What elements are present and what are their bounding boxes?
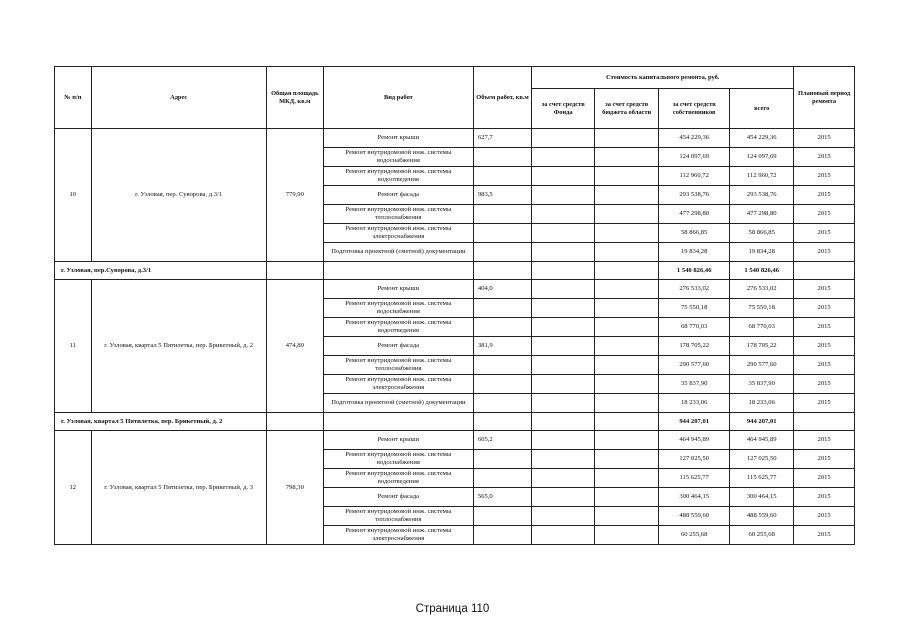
region-cell	[595, 356, 659, 375]
summary-area	[266, 262, 323, 280]
summary-address: г. Узловая, квартал 5 Пятилетка, пер. Брикетный, д. 2	[55, 413, 267, 431]
period-cell: 2015	[794, 431, 855, 450]
owners-cell: 276 533,02	[659, 280, 730, 299]
owners-cell: 112 960,72	[659, 167, 730, 186]
work-type-cell: Ремонт внутридомовой инж. системы электроснабжения	[323, 526, 473, 545]
row-address: г. Узловая, пер. Суворова, д.3/1	[91, 129, 266, 262]
fund-cell	[532, 488, 595, 507]
volume-cell: 605,2	[473, 431, 531, 450]
total-cell: 75 550,18	[730, 299, 794, 318]
work-type-cell: Ремонт крыши	[323, 280, 473, 299]
period-cell: 2015	[794, 205, 855, 224]
period-cell: 2015	[794, 450, 855, 469]
row-number: 11	[55, 280, 92, 413]
work-type-cell: Ремонт внутридомовой инж. системы электроснабжения	[323, 224, 473, 243]
work-type-cell: Ремонт внутридомовой инж. системы водоотведения	[323, 167, 473, 186]
volume-cell	[473, 224, 531, 243]
total-cell: 124 097,69	[730, 148, 794, 167]
fund-cell	[532, 394, 595, 413]
fund-cell	[532, 356, 595, 375]
work-type-cell: Ремонт внутридомовой инж. системы теплоснабжения	[323, 205, 473, 224]
summary-owners: 944 207,01	[659, 413, 730, 431]
region-cell	[595, 167, 659, 186]
period-cell: 2015	[794, 375, 855, 394]
work-type-cell: Ремонт внутридомовой инж. системы водоснабжения	[323, 299, 473, 318]
fund-cell	[532, 469, 595, 488]
summary-region	[595, 262, 659, 280]
row-area: 474,80	[266, 280, 323, 413]
header-address: Адрес	[91, 67, 266, 129]
document-sheet	[54, 66, 855, 545]
header-area: Общая площадь МКД, кв.м	[266, 67, 323, 129]
volume-cell: 565,0	[473, 488, 531, 507]
period-cell: 2015	[794, 394, 855, 413]
owners-cell: 19 834,28	[659, 243, 730, 262]
work-type-cell: Ремонт внутридомовой инж. системы теплоснабжения	[323, 356, 473, 375]
owners-cell: 124 097,69	[659, 148, 730, 167]
summary-address: г. Узловая, пер.Суворова, д.3/1	[55, 262, 267, 280]
fund-cell	[532, 205, 595, 224]
period-cell: 2015	[794, 167, 855, 186]
volume-cell	[473, 469, 531, 488]
work-type-cell: Ремонт внутридомовой инж. системы теплоснабжения	[323, 507, 473, 526]
row-number: 12	[55, 431, 92, 545]
region-cell	[595, 129, 659, 148]
period-cell: 2015	[794, 318, 855, 337]
header-volume: Объем работ, кв.м	[473, 67, 531, 129]
volume-cell: 627,7	[473, 129, 531, 148]
period-cell: 2015	[794, 243, 855, 262]
owners-cell: 300 464,15	[659, 488, 730, 507]
volume-cell: 983,5	[473, 186, 531, 205]
volume-cell	[473, 526, 531, 545]
owners-cell: 464 945,89	[659, 431, 730, 450]
owners-cell: 488 559,60	[659, 507, 730, 526]
owners-cell: 75 550,18	[659, 299, 730, 318]
period-cell: 2015	[794, 488, 855, 507]
header-work-type: Вид работ	[323, 67, 473, 129]
total-cell: 112 960,72	[730, 167, 794, 186]
fund-cell	[532, 318, 595, 337]
region-cell	[595, 243, 659, 262]
row-number: 10	[55, 129, 92, 262]
row-address: г. Узловая, квартал 5 Пятилетка, пер. Брикетный, д. 3	[91, 431, 266, 545]
work-type-cell: Ремонт внутридомовой инж. системы водоотведения	[323, 469, 473, 488]
summary-owners: 1 540 826,46	[659, 262, 730, 280]
region-cell	[595, 488, 659, 507]
summary-row	[55, 262, 855, 280]
capital-repair-table	[54, 66, 855, 545]
owners-cell: 454 229,36	[659, 129, 730, 148]
fund-cell	[532, 243, 595, 262]
total-cell: 115 625,77	[730, 469, 794, 488]
total-cell: 454 229,36	[730, 129, 794, 148]
summary-volume	[473, 262, 531, 280]
volume-cell: 381,9	[473, 337, 531, 356]
fund-cell	[532, 337, 595, 356]
period-cell: 2015	[794, 224, 855, 243]
work-type-cell: Ремонт крыши	[323, 431, 473, 450]
owners-cell: 115 625,77	[659, 469, 730, 488]
fund-cell	[532, 526, 595, 545]
header-period: Плановый период ремонта	[794, 67, 855, 129]
region-cell	[595, 148, 659, 167]
fund-cell	[532, 375, 595, 394]
period-cell: 2015	[794, 148, 855, 167]
row-area: 798,30	[266, 431, 323, 545]
period-cell: 2015	[794, 280, 855, 299]
summary-volume	[473, 413, 531, 431]
owners-cell: 58 866,85	[659, 224, 730, 243]
table-body	[55, 129, 855, 545]
summary-total: 1 540 826,46	[730, 262, 794, 280]
summary-area	[266, 413, 323, 431]
region-cell	[595, 375, 659, 394]
region-cell	[595, 337, 659, 356]
total-cell: 178 705,22	[730, 337, 794, 356]
volume-cell	[473, 394, 531, 413]
period-cell: 2015	[794, 299, 855, 318]
owners-cell: 477 298,80	[659, 205, 730, 224]
fund-cell	[532, 167, 595, 186]
summary-total: 944 207,01	[730, 413, 794, 431]
fund-cell	[532, 129, 595, 148]
volume-cell	[473, 356, 531, 375]
work-type-cell: Ремонт внутридомовой инж. системы электроснабжения	[323, 375, 473, 394]
row-area: 779,90	[266, 129, 323, 262]
total-cell: 58 866,85	[730, 224, 794, 243]
fund-cell	[532, 431, 595, 450]
summary-work	[323, 413, 473, 431]
owners-cell: 60 255,68	[659, 526, 730, 545]
work-type-cell: Подготовка проектной (сметной) документации	[323, 394, 473, 413]
region-cell	[595, 394, 659, 413]
owners-cell: 127 025,50	[659, 450, 730, 469]
volume-cell	[473, 167, 531, 186]
summary-period	[794, 262, 855, 280]
total-cell: 300 464,15	[730, 488, 794, 507]
summary-fund	[532, 262, 595, 280]
summary-period	[794, 413, 855, 431]
volume-cell	[473, 450, 531, 469]
table-row	[55, 431, 855, 450]
fund-cell	[532, 507, 595, 526]
region-cell	[595, 469, 659, 488]
work-type-cell: Ремонт внутридомовой инж. системы водоснабжения	[323, 450, 473, 469]
total-cell: 488 559,60	[730, 507, 794, 526]
volume-cell	[473, 243, 531, 262]
fund-cell	[532, 148, 595, 167]
total-cell: 18 233,06	[730, 394, 794, 413]
work-type-cell: Подготовка проектной (сметной) документации	[323, 243, 473, 262]
summary-work	[323, 262, 473, 280]
header-region: за счет средств бюджета области	[595, 89, 659, 129]
total-cell: 477 298,80	[730, 205, 794, 224]
owners-cell: 293 538,76	[659, 186, 730, 205]
region-cell	[595, 280, 659, 299]
owners-cell: 290 577,60	[659, 356, 730, 375]
total-cell: 290 577,60	[730, 356, 794, 375]
total-cell: 19 834,28	[730, 243, 794, 262]
header-owners: за счет средств собственников	[659, 89, 730, 129]
owners-cell: 68 770,03	[659, 318, 730, 337]
work-type-cell: Ремонт фасада	[323, 337, 473, 356]
volume-cell	[473, 299, 531, 318]
header-cost-group: Стоимость капитального ремонта, руб.	[532, 67, 794, 89]
work-type-cell: Ремонт фасада	[323, 488, 473, 507]
region-cell	[595, 507, 659, 526]
region-cell	[595, 318, 659, 337]
summary-fund	[532, 413, 595, 431]
fund-cell	[532, 224, 595, 243]
total-cell: 68 770,03	[730, 318, 794, 337]
summary-row	[55, 413, 855, 431]
volume-cell	[473, 318, 531, 337]
region-cell	[595, 431, 659, 450]
total-cell: 127 025,50	[730, 450, 794, 469]
work-type-cell: Ремонт внутридомовой инж. системы водоснабжения	[323, 148, 473, 167]
work-type-cell: Ремонт фасада	[323, 186, 473, 205]
table-row	[55, 280, 855, 299]
period-cell: 2015	[794, 186, 855, 205]
work-type-cell: Ремонт внутридомовой инж. системы водоотведения	[323, 318, 473, 337]
fund-cell	[532, 280, 595, 299]
region-cell	[595, 186, 659, 205]
period-cell: 2015	[794, 469, 855, 488]
page-number: Страница 110	[415, 603, 490, 615]
header-num: № п/п	[55, 67, 92, 129]
owners-cell: 18 233,06	[659, 394, 730, 413]
region-cell	[595, 526, 659, 545]
volume-cell	[473, 375, 531, 394]
period-cell: 2015	[794, 129, 855, 148]
total-cell: 35 837,90	[730, 375, 794, 394]
fund-cell	[532, 450, 595, 469]
work-type-cell: Ремонт крыши	[323, 129, 473, 148]
total-cell: 60 255,68	[730, 526, 794, 545]
volume-cell: 404,0	[473, 280, 531, 299]
total-cell: 276 533,02	[730, 280, 794, 299]
period-cell: 2015	[794, 507, 855, 526]
owners-cell: 178 705,22	[659, 337, 730, 356]
table-row	[55, 129, 855, 148]
period-cell: 2015	[794, 356, 855, 375]
summary-region	[595, 413, 659, 431]
total-cell: 293 538,76	[730, 186, 794, 205]
volume-cell	[473, 205, 531, 224]
fund-cell	[532, 299, 595, 318]
region-cell	[595, 224, 659, 243]
header-fund: за счет средств Фонда	[532, 89, 595, 129]
volume-cell	[473, 148, 531, 167]
owners-cell: 35 837,90	[659, 375, 730, 394]
volume-cell	[473, 507, 531, 526]
header-total: всего	[730, 89, 794, 129]
fund-cell	[532, 186, 595, 205]
period-cell: 2015	[794, 337, 855, 356]
region-cell	[595, 299, 659, 318]
region-cell	[595, 450, 659, 469]
region-cell	[595, 205, 659, 224]
row-address: г. Узловая, квартал 5 Пятилетка, пер. Брикетный, д. 2	[91, 280, 266, 413]
period-cell: 2015	[794, 526, 855, 545]
total-cell: 464 945,89	[730, 431, 794, 450]
